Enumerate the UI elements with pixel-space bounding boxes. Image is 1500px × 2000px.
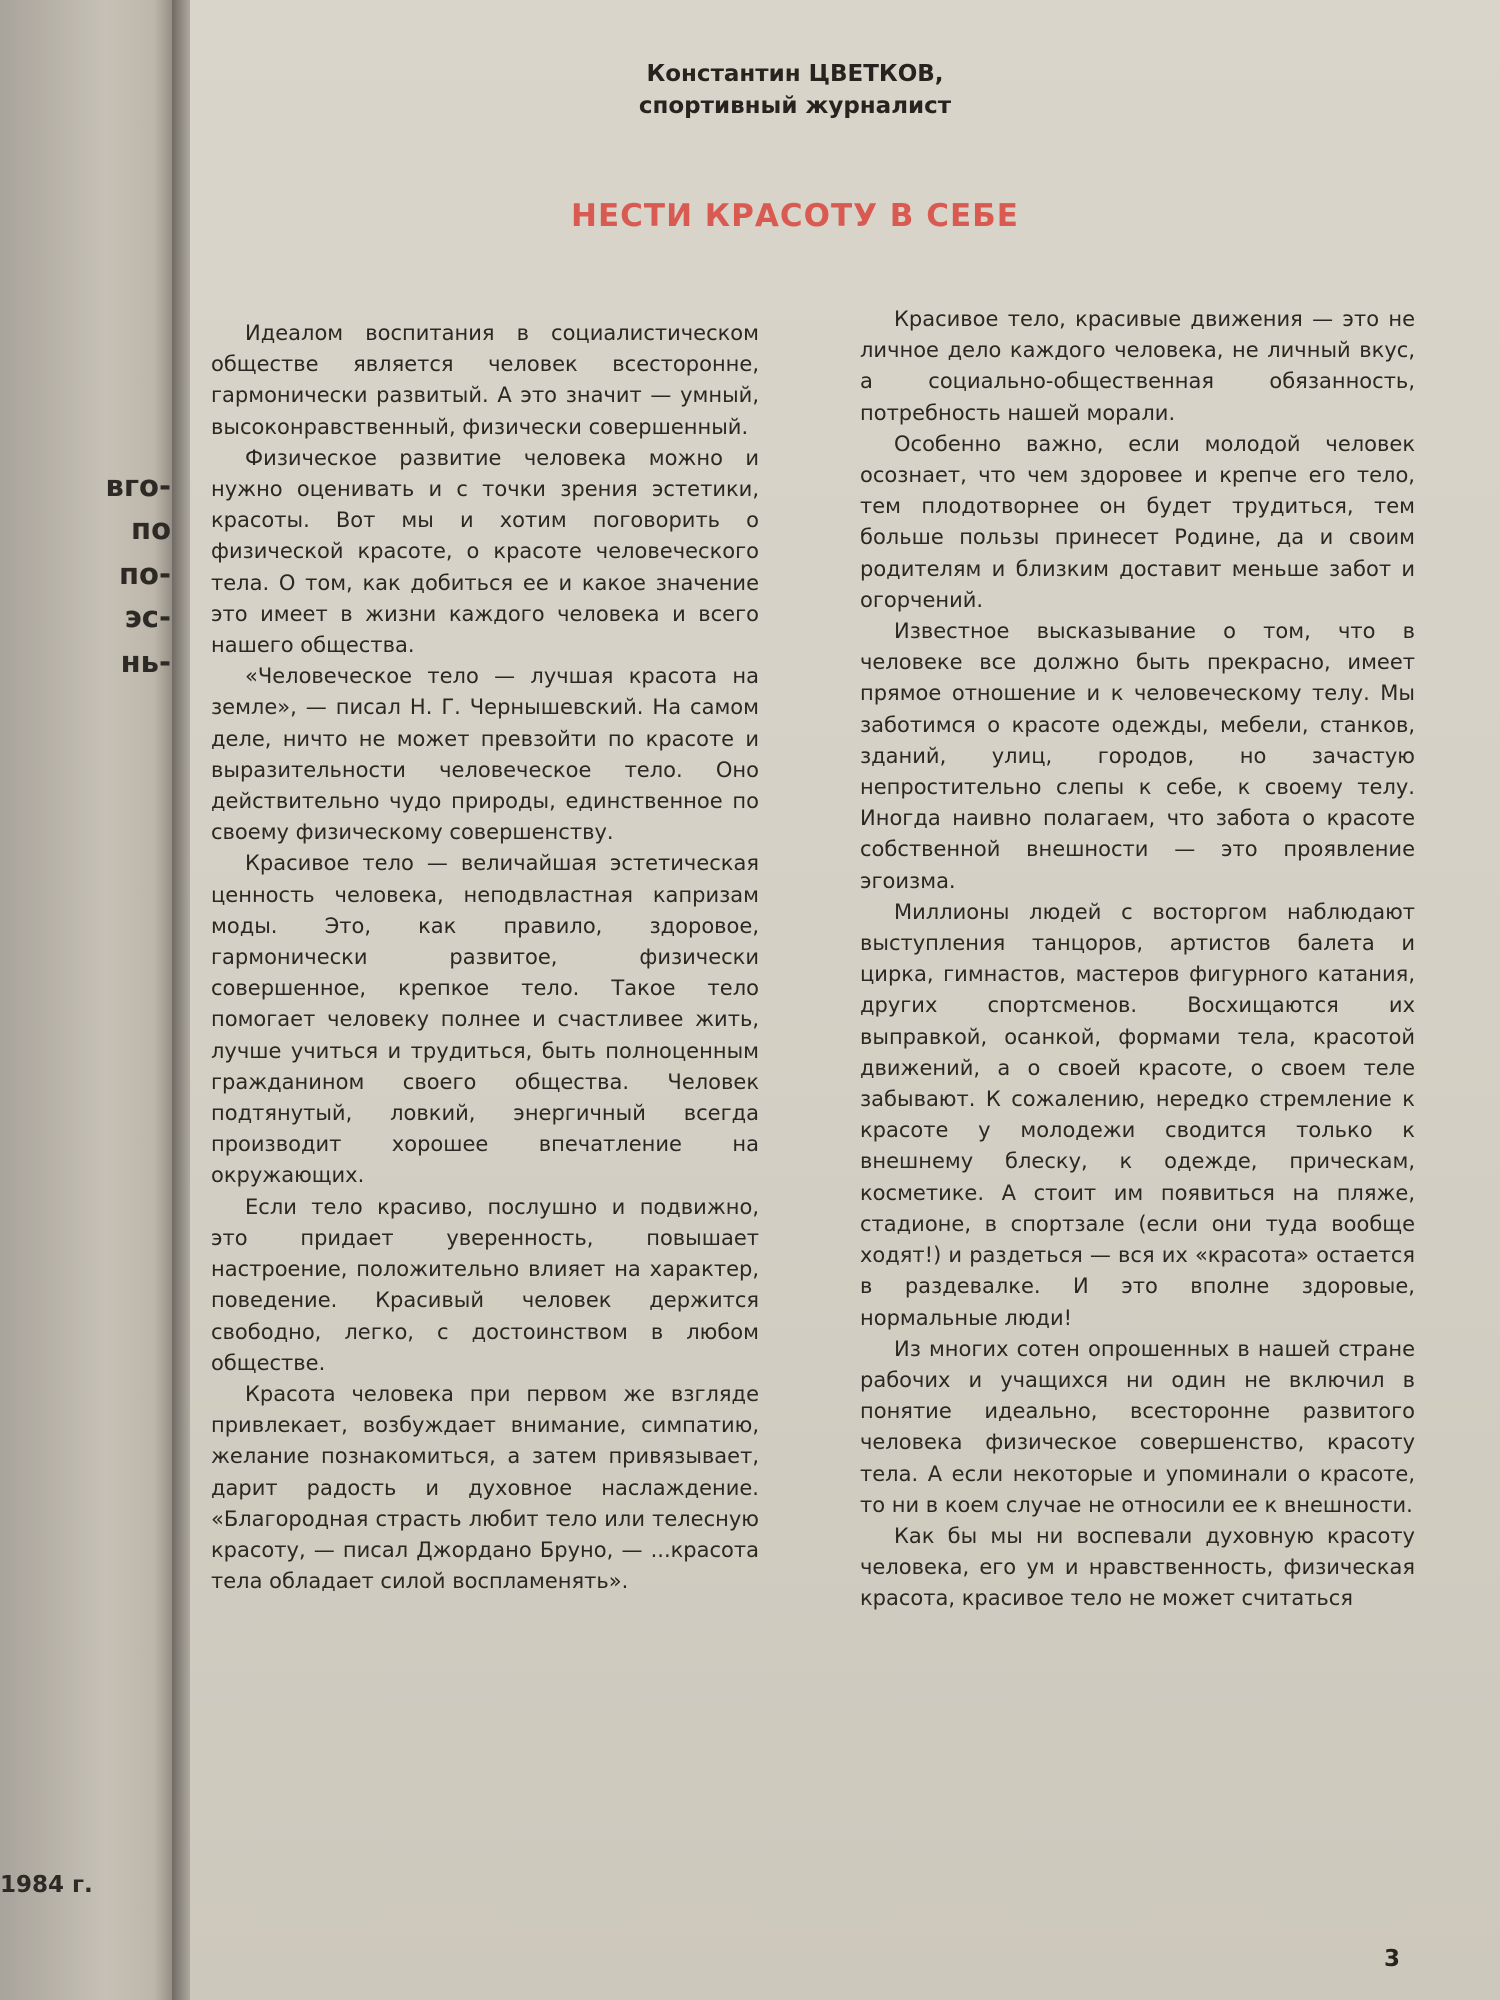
paragraph: Из многих сотен опрошенных в нашей стране рабочих и учащихся ни один не включил в понятие идеально, всесторонне развитого человека физическое совершенство, красоту тела. А если некоторые и упоминали о красоте, то ни в коем случае не относили ее к внешности. [860, 1336, 1415, 1517]
paragraph: Красивое тело, красивые движения — это не личное дело каждого человека, не личный вкус, а социально-общественная обязанность, потребность нашей морали. [860, 307, 1415, 425]
left-page-fragment: вго- [105, 469, 171, 503]
paragraph: Особенно важно, если молодой человек осознает, что чем здоровее и крепче его тело, тем плодотворнее он будет трудиться, тем больше пользы принесет Родине, да и своим родителям и близким доставит меньше забот и огорчений. [860, 431, 1415, 612]
left-text-column [211, 318, 759, 1597]
author-byline [190, 58, 1400, 122]
magazine-page [190, 0, 1500, 2000]
right-text-column [860, 304, 1415, 1615]
paragraph: Если тело красиво, послушно и подвижно, это придает уверенность, повышает настроение, положительно влияет на характер, поведение. Красивый человек держится свободно, легко, с достоинством в любом обществе. [211, 1194, 759, 1375]
paragraph: «Человеческое тело — лучшая красота на земле», — писал Н. Г. Чернышевский. На самом деле, ничто не может превзойти по красоте и выразительности человеческое тело. Оно действительно чудо природы, единственное по своему физическому совершенству. [211, 664, 759, 845]
page-number: 3 [1383, 1946, 1400, 1972]
paragraph: Миллионы людей с восторгом наблюдают выступления танцоров, артистов балета и цирка, гимнастов, мастеров фигурного катания, других спортсменов. Восхищаются их выправкой, осанкой, формами тела, красотой движений, а о своей красоте, о своем теле забывают. К сожалению, нередко стремление к красоте у молодежи сводится только к внешнему блеску, к одежде, прическам, косметике. А стоит им появиться на пляже, стадионе, в спортзале (если они туда вообще ходят!) и раздеться — вся их «красота» остается в раздевалке. И это вполне здоровые, нормальные люди! [860, 899, 1415, 1330]
paragraph: Известное высказывание о том, что в человеке все должно быть прекрасно, имеет прямое отношение и к человеческому телу. Мы заботимся о красоте одежды, мебели, станков, зданий, улиц, городов, но зачастую непростительно слепы к себе, к своему телу. Иногда наивно полагаем, что забота о красоте собственной внешности — это проявление эгоизма. [860, 619, 1415, 893]
author-role: спортивный журналист [638, 93, 952, 119]
author-name: Константин ЦВЕТКОВ, [646, 61, 944, 87]
left-page-edge [0, 0, 175, 2000]
paragraph: Красота человека при первом же взгляде привлекает, возбуждает внимание, симпатию, желание познакомиться, а затем привязывает, дарит радость и духовное наслаждение. «Благородная страсть любит тело или телесную красоту, — писал Джордано Бруно, — ...красота тела обладает силой воспламенять». [211, 1381, 759, 1594]
left-page-fragment: по- [119, 557, 171, 591]
left-page-fragment: по [131, 512, 171, 546]
article-headline: НЕСТИ КРАСОТУ В СЕБЕ [571, 198, 1019, 234]
left-page-fragment: эс- [124, 600, 171, 634]
paragraph: Физическое развитие человека можно и нужно оценивать и с точки зрения эстетики, красоты. Вот мы и хотим поговорить о физической красоте, о красоте человеческого тела. О том, как добиться ее и какое значение это имеет в жизни каждого человека и всего нашего общества. [211, 445, 759, 658]
paragraph: Идеалом воспитания в социалистическом обществе является человек всесторонне, гармонически развитый. А это значит — умный, высоконравственный, физически совершенный. [211, 321, 759, 439]
left-page-fragment: нь- [120, 645, 171, 679]
paragraph: Красивое тело — величайшая эстетическая ценность человека, неподвластная капризам моды. Это, как правило, здоровое, гармонически развитое, физически совершенное, крепкое тело. Такое тело помогает человеку полнее и счастливее жить, лучше учиться и трудиться, быть полноценным гражданином своего общества. Человек подтянутый, ловкий, энергичный всегда производит хорошее впечатление на окружающих. [211, 851, 759, 1188]
left-page-year: 1984 г. [0, 1872, 93, 1898]
paragraph: Как бы мы ни воспевали духовную красоту человека, его ум и нравственность, физическая красота, красивое тело не может считаться [860, 1523, 1415, 1611]
